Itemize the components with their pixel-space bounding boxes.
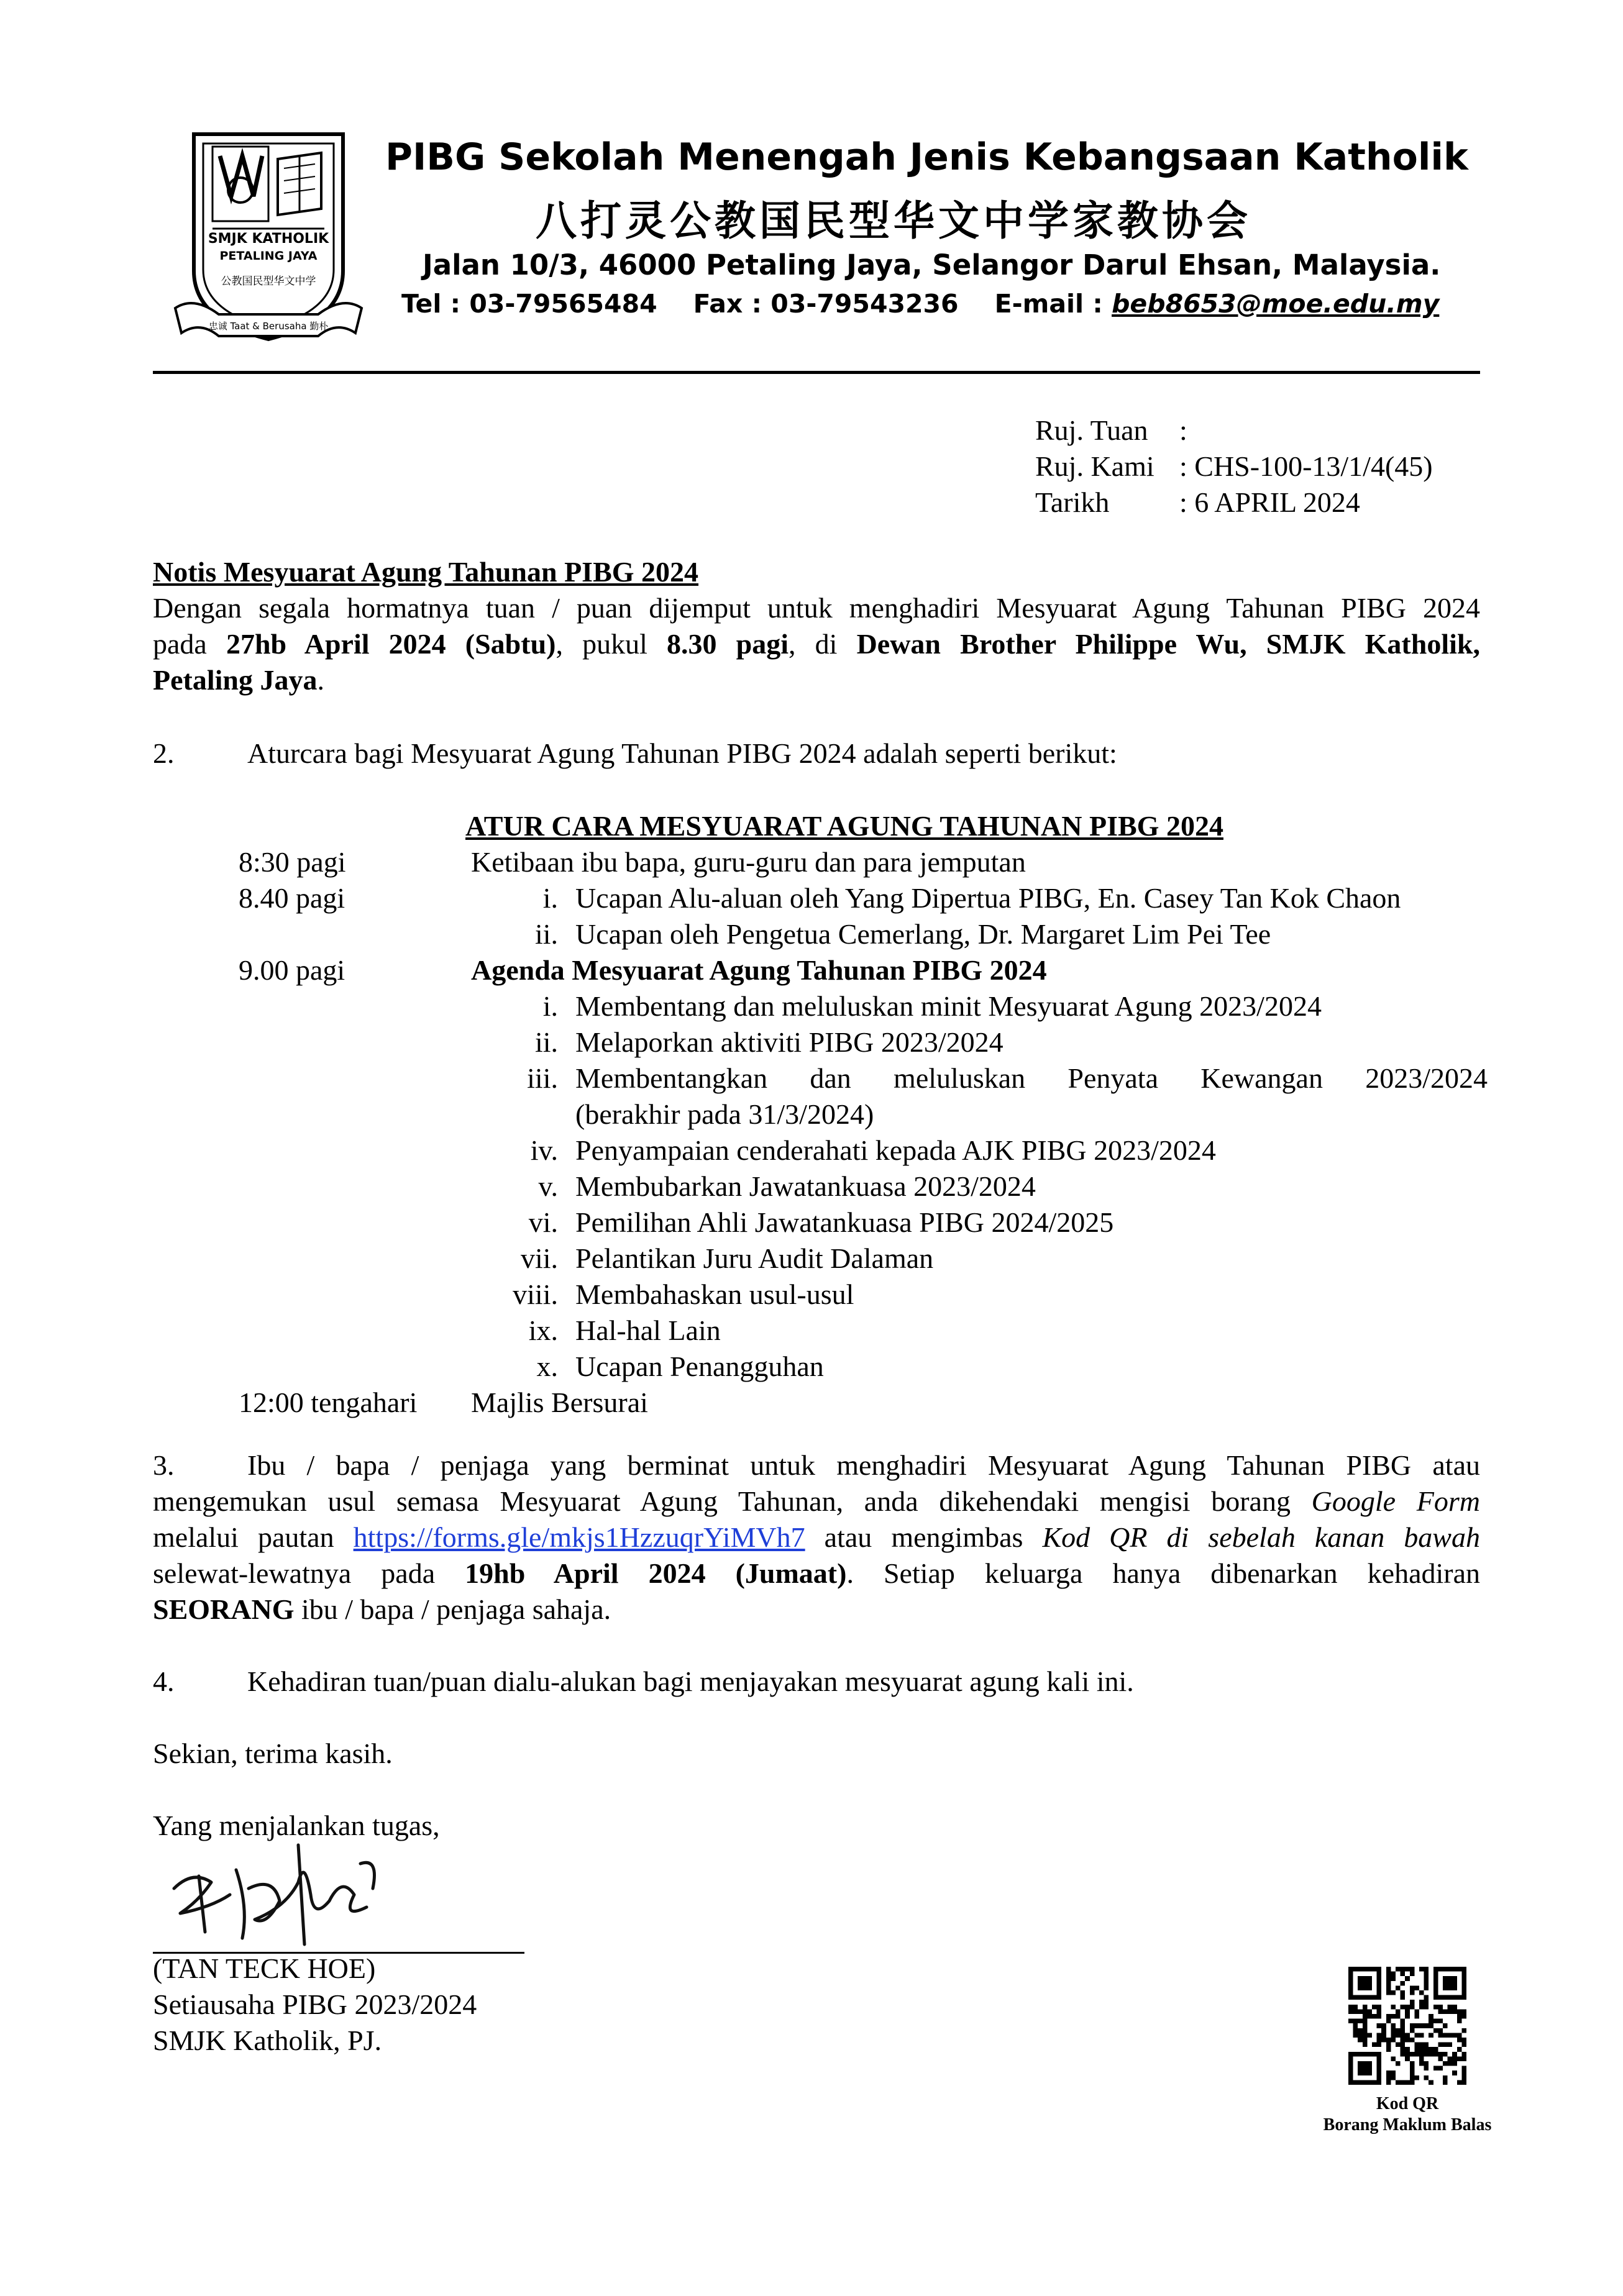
agenda-item-text: Hal-hal Lain [575, 1314, 721, 1346]
agenda-row [239, 880, 1488, 916]
paragraph-number: 4. [153, 1665, 175, 1697]
tel-number: Tel : 03-79565484 [401, 289, 657, 319]
ref-label: Ruj. Tuan [1035, 414, 1148, 446]
qr-label: Kod QR [1376, 2094, 1439, 2113]
google-form-link[interactable]: https://forms.gle/mkjs1HzzuqrYiMVh7 [353, 1521, 805, 1553]
email-label: E-mail : [994, 289, 1112, 319]
agenda-item-text: Membahaskan usul-usul [575, 1278, 854, 1310]
agenda-section [239, 808, 1488, 1421]
notice-section [153, 554, 1480, 698]
agenda-item-number: v. [538, 1170, 558, 1202]
agenda-row [239, 952, 1488, 988]
handwritten-signature [155, 1833, 416, 1957]
notice-line: Dengan segala hormatnya tuan / puan dijemput untuk menghadiri Mesyuarat Agung Tahunan PIBG 2024 [153, 592, 1480, 624]
paragraph-3 [153, 1447, 1480, 1628]
agenda-row [471, 988, 1488, 1024]
agenda-time: 8:30 pagi [239, 846, 346, 878]
ref-row [1035, 485, 1433, 521]
logo-chinese-name: 公教国民型华文中学 [221, 275, 316, 288]
agenda-row [471, 1132, 1488, 1168]
qr-label-sub: Borang Maklum Balas [1323, 2115, 1492, 2134]
agenda-row [471, 1277, 1488, 1313]
agenda-row [471, 1168, 1488, 1205]
paragraph-2 [153, 736, 1480, 772]
agenda-row [471, 1313, 1488, 1349]
paragraph-line: mengemukan usul semasa Mesyuarat Agung Tahunan, anda dikehendaki mengisi borang Google Form [153, 1485, 1480, 1517]
closing-thanks: Sekian, terima kasih. [153, 1738, 393, 1769]
agenda-text: Majlis Bersurai [471, 1387, 648, 1418]
agenda-item-number: x. [536, 1351, 558, 1382]
paragraph-line: melalui pautan https://forms.gle/mkjs1HzzuqrYiMVh7 atau mengimbas Kod QR di sebelah kanan bawah [153, 1521, 1480, 1553]
signatory-position: Setiausaha PIBG 2023/2024 [153, 1988, 477, 2020]
paragraph-number: 3. [153, 1449, 175, 1481]
agenda-row [471, 916, 1488, 952]
agenda-item-number: i. [542, 882, 558, 914]
agenda-item-text: Membentangkan dan meluluskan Penyata Kewangan 2023/2024 (berakhir pada 31/3/2024) [575, 1062, 1488, 1130]
agenda-item-text: Ucapan oleh Pengetua Cemerlang, Dr. Margaret Lim Pei Tee [575, 918, 1271, 950]
signatory-school: SMJK Katholik, PJ. [153, 2025, 382, 2056]
qr-caption [1286, 2093, 1529, 2136]
paragraph-line: SEORANG ibu / bapa / penjaga sahaja. [153, 1593, 611, 1625]
letterhead-contact [401, 289, 1439, 319]
agenda-item-text: Penyampaian cenderahati kepada AJK PIBG 2023/2024 [575, 1134, 1216, 1166]
agenda-item-text: Pelantikan Juru Audit Dalaman [575, 1242, 934, 1274]
closing-duty: Yang menjalankan tugas, [153, 1810, 440, 1841]
agenda-item-number: viii. [513, 1278, 558, 1310]
school-crest-logo [169, 122, 368, 358]
ref-row [1035, 449, 1433, 485]
email-link[interactable]: beb8653@moe.edu.my [1112, 289, 1440, 319]
agenda-time: 12:00 tengahari [239, 1387, 418, 1418]
agenda-item-number: ii. [534, 918, 558, 950]
agenda-item-text: Membubarkan Jawatankuasa 2023/2024 [575, 1170, 1036, 1202]
ref-value: : [1179, 414, 1187, 446]
agenda-item-text: Ucapan Alu-aluan oleh Yang Dipertua PIBG, En. Casey Tan Kok Chaon [575, 882, 1401, 914]
agenda-row [239, 1385, 1488, 1421]
agenda-item-text: Ucapan Penangguhan [575, 1351, 824, 1382]
agenda-row [471, 1205, 1488, 1241]
notice-line: Petaling Jaya. [153, 664, 324, 696]
agenda-item-number: ix. [528, 1314, 558, 1346]
agenda-item-number: ii. [534, 1026, 558, 1058]
ref-row [1035, 412, 1433, 449]
ref-value: : 6 APRIL 2024 [1179, 486, 1360, 518]
agenda-item-number: iii. [527, 1062, 558, 1094]
agenda-item-number: vi. [528, 1206, 558, 1238]
logo-location: PETALING JAYA [219, 249, 318, 263]
paragraph-line: 3. Ibu / bapa / penjaga yang berminat untuk menghadiri Mesyuarat Agung Tahunan PIBG atau [153, 1447, 1480, 1483]
logo-school-name: SMJK KATHOLIK [208, 231, 329, 247]
notice-line: pada 27hb April 2024 (Sabtu), pukul 8.30 pagi, di Dewan Brother Philippe Wu, SMJK Katholik, [153, 628, 1480, 660]
agenda-item-text: Membentang dan meluluskan minit Mesyuarat Agung 2023/2024 [575, 990, 1322, 1022]
agenda-text: Ketibaan ibu bapa, guru-guru dan para jemputan [471, 846, 1026, 878]
logo-motto: 忠诚 Taat & Berusaha 勤朴 [208, 321, 329, 332]
ref-label: Tarikh [1035, 486, 1110, 518]
paragraph-4 [153, 1664, 1480, 1700]
paragraph-number: 2. [153, 737, 175, 769]
agenda-title: ATUR CARA MESYUARAT AGUNG TAHUNAN PIBG 2024 [465, 810, 1223, 842]
ref-label: Ruj. Kami [1035, 450, 1154, 482]
agenda-item-number: iv. [530, 1134, 558, 1166]
agenda-heading: Agenda Mesyuarat Agung Tahunan PIBG 2024 [471, 954, 1047, 986]
paragraph-text: Kehadiran tuan/puan dialu-alukan bagi menjayakan mesyuarat agung kali ini. [247, 1665, 1134, 1697]
agenda-row [471, 1241, 1488, 1277]
agenda-row [471, 1024, 1488, 1060]
agenda-item-number: vii. [520, 1242, 558, 1274]
agenda-item-text: Melaporkan aktiviti PIBG 2023/2024 [575, 1026, 1004, 1058]
reference-block [1035, 412, 1433, 521]
letterhead-title: PIBG Sekolah Menengah Jenis Kebangsaan Katholik [385, 135, 1468, 179]
agenda-row [471, 1349, 1488, 1385]
fax-number: Fax : 03-79543236 [693, 289, 959, 319]
letterhead-divider [153, 371, 1480, 374]
signatory-name: (TAN TECK HOE) [153, 1952, 376, 1984]
agenda-row [471, 1060, 1488, 1132]
letterhead-title-chinese: 八打灵公教国民型华文中学家教协会 [536, 196, 1251, 245]
letterhead-address: Jalan 10/3, 46000 Petaling Jaya, Selangor Darul Ehsan, Malaysia. [423, 248, 1441, 281]
notice-heading: Notis Mesyuarat Agung Tahunan PIBG 2024 [153, 556, 699, 588]
paragraph-line: selewat-lewatnya pada 19hb April 2024 (Jumaat). Setiap keluarga hanya dibenarkan kehadiran [153, 1557, 1481, 1589]
paragraph-text: Aturcara bagi Mesyuarat Agung Tahunan PIBG 2024 adalah seperti berikut: [247, 737, 1117, 769]
qr-code[interactable] [1348, 1967, 1466, 2085]
agenda-time: 9.00 pagi [239, 954, 345, 986]
agenda-item-text: Pemilihan Ahli Jawatankuasa PIBG 2024/2025 [575, 1206, 1114, 1238]
closing-signatory [153, 1951, 477, 2059]
agenda-row [239, 844, 1488, 880]
agenda-item-number: i. [542, 990, 558, 1022]
agenda-time: 8.40 pagi [239, 882, 345, 914]
ref-value: : CHS-100-13/1/4(45) [1179, 450, 1433, 482]
